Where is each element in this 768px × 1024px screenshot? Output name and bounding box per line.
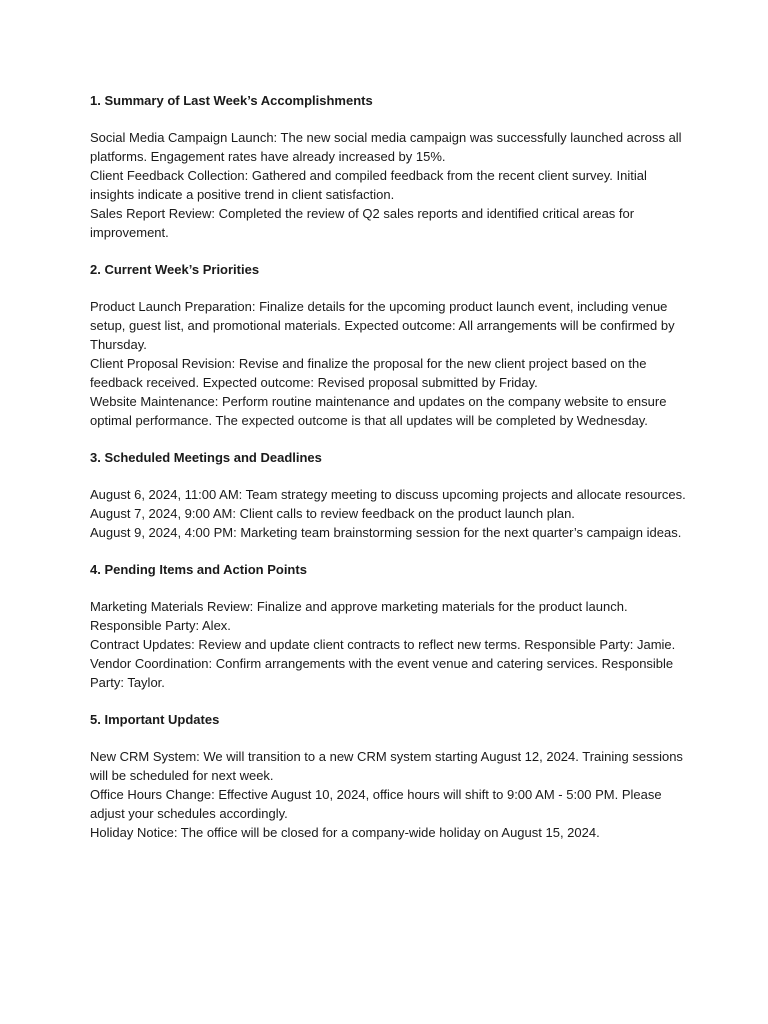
paragraph: Social Media Campaign Launch: The new social media campaign was successfully launched across all platforms. Engagement rates have already increased by 15%. — [90, 130, 682, 164]
paragraph: Holiday Notice: The office will be closed for a company-wide holiday on August 15, 2024. — [90, 825, 600, 840]
paragraph: New CRM System: We will transition to a new CRM system starting August 12, 2024. Training sessions will be scheduled for next week. — [90, 749, 683, 783]
paragraph: Vendor Coordination: Confirm arrangements with the event venue and catering services. Responsible Party: Taylor. — [90, 656, 674, 690]
section-heading: 4. Pending Items and Action Points — [90, 562, 307, 577]
section-heading: 2. Current Week’s Priorities — [90, 262, 260, 277]
paragraph: August 6, 2024, 11:00 AM: Team strategy meeting to discuss upcoming projects and allocate resources. — [90, 487, 686, 502]
section-heading: 5. Important Updates — [90, 712, 220, 727]
section-body — [90, 128, 690, 242]
section-body — [90, 747, 690, 842]
section-body — [90, 597, 690, 692]
paragraph: Marketing Materials Review: Finalize and approve marketing materials for the product launch. Responsible Party: Alex. — [90, 599, 628, 633]
section-body — [90, 297, 690, 430]
paragraph: Contract Updates: Review and update client contracts to reflect new terms. Responsible Party: Jamie. — [90, 637, 676, 652]
section-heading: 3. Scheduled Meetings and Deadlines — [90, 450, 322, 465]
paragraph: Product Launch Preparation: Finalize details for the upcoming product launch event, including venue setup, guest list, and promotional materials. Expected outcome: All arrangements will be confirmed by Thursday. — [90, 299, 675, 352]
section-pending-items — [90, 560, 690, 692]
section-meetings — [90, 448, 690, 542]
paragraph: Client Feedback Collection: Gathered and compiled feedback from the recent client survey. Initial insights indicate a positive trend in client satisfaction. — [90, 168, 647, 202]
section-important-updates — [90, 710, 690, 842]
paragraph: Office Hours Change: Effective August 10, 2024, office hours will shift to 9:00 AM - 5:00 PM. Please adjust your schedules accordingly. — [90, 787, 662, 821]
section-accomplishments — [90, 91, 690, 242]
paragraph: Website Maintenance: Perform routine maintenance and updates on the company website to ensure optimal performance. The expected outcome is that all updates will be completed by Wednesday. — [90, 394, 667, 428]
paragraph: Sales Report Review: Completed the review of Q2 sales reports and identified critical areas for improvement. — [90, 206, 635, 240]
section-heading: 1. Summary of Last Week’s Accomplishments — [90, 93, 373, 108]
paragraph: August 9, 2024, 4:00 PM: Marketing team brainstorming session for the next quarter’s campaign ideas. — [90, 525, 682, 540]
paragraph: Client Proposal Revision: Revise and finalize the proposal for the new client project based on the feedback received. Expected outcome: Revised proposal submitted by Friday. — [90, 356, 647, 390]
section-priorities — [90, 260, 690, 430]
paragraph: August 7, 2024, 9:00 AM: Client calls to review feedback on the product launch plan. — [90, 506, 575, 521]
section-body — [90, 485, 690, 542]
document-page — [90, 91, 690, 860]
